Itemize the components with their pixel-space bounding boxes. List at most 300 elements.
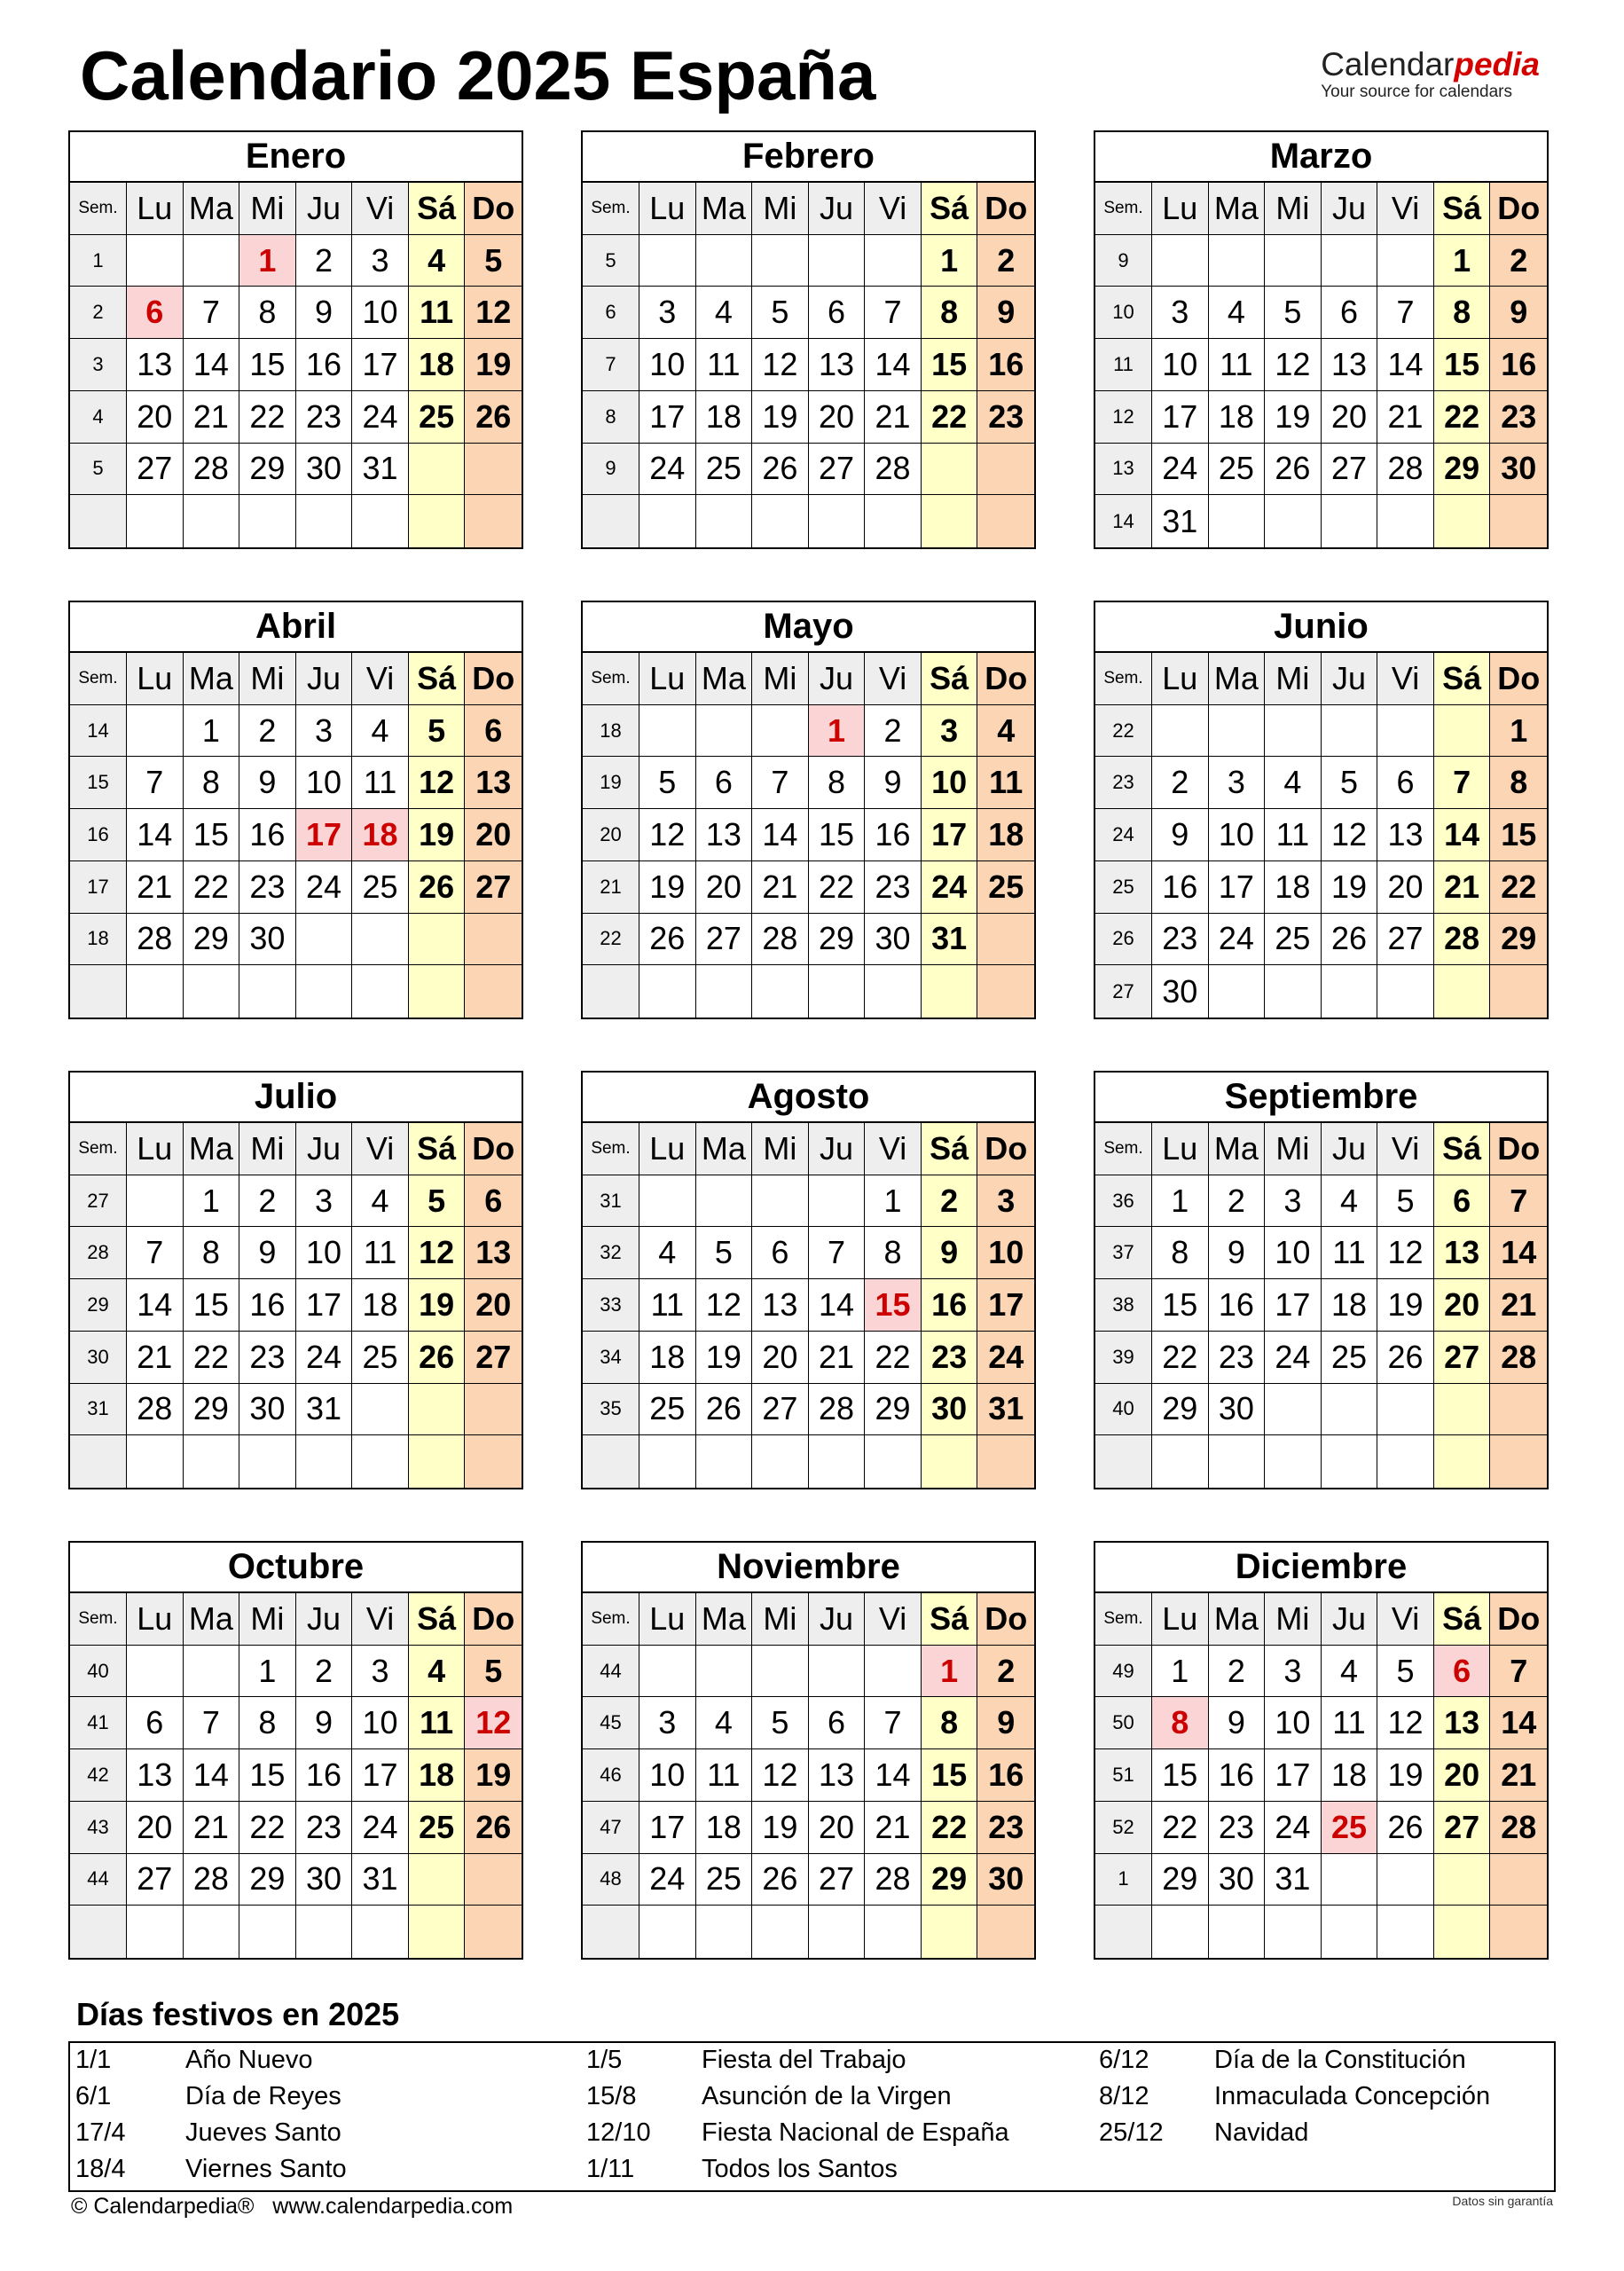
day-cell[interactable]: 4 <box>639 1227 696 1279</box>
day-cell[interactable]: 16 <box>977 339 1034 391</box>
day-cell[interactable]: 9 <box>865 757 922 809</box>
day-cell[interactable]: 22 <box>1152 1802 1209 1854</box>
calendarpedia-logo[interactable] <box>1321 48 1540 100</box>
day-cell[interactable]: 24 <box>1265 1802 1322 1854</box>
day-cell[interactable]: 26 <box>465 391 522 444</box>
day-cell[interactable]: 13 <box>1434 1227 1491 1279</box>
day-cell[interactable]: 4 <box>1209 287 1266 339</box>
day-cell[interactable]: 21 <box>752 861 809 914</box>
day-cell[interactable]: 1 <box>865 1175 922 1228</box>
day-cell[interactable]: 25 <box>639 1384 696 1436</box>
day-cell[interactable]: 6 <box>127 1697 184 1749</box>
day-cell[interactable]: 31 <box>352 444 409 496</box>
day-cell[interactable]: 28 <box>127 1384 184 1436</box>
day-cell[interactable]: 23 <box>1152 914 1209 966</box>
day-cell[interactable]: 5 <box>639 757 696 809</box>
day-cell[interactable]: 27 <box>752 1384 809 1436</box>
day-cell[interactable]: 12 <box>1322 809 1378 861</box>
day-cell[interactable]: 6 <box>1377 757 1434 809</box>
day-cell[interactable]: 12 <box>696 1279 753 1332</box>
day-cell[interactable]: 18 <box>1322 1749 1378 1802</box>
holiday-day-cell[interactable]: 6 <box>127 287 184 339</box>
day-cell[interactable]: 9 <box>1152 809 1209 861</box>
day-cell[interactable]: 19 <box>752 391 809 444</box>
day-cell[interactable]: 7 <box>184 1697 240 1749</box>
day-cell[interactable]: 26 <box>409 861 466 914</box>
day-cell[interactable]: 9 <box>1209 1697 1266 1749</box>
day-cell[interactable]: 31 <box>296 1384 353 1436</box>
day-cell[interactable]: 30 <box>922 1384 978 1436</box>
day-cell[interactable]: 6 <box>465 1175 522 1228</box>
day-cell[interactable]: 2 <box>239 705 296 758</box>
day-cell[interactable]: 4 <box>977 705 1034 758</box>
day-cell[interactable]: 8 <box>1152 1227 1209 1279</box>
day-cell[interactable]: 7 <box>1434 757 1491 809</box>
day-cell[interactable]: 23 <box>296 1802 353 1854</box>
day-cell[interactable]: 11 <box>1322 1697 1378 1749</box>
day-cell[interactable]: 1 <box>1152 1646 1209 1698</box>
day-cell[interactable]: 29 <box>1152 1854 1209 1906</box>
holiday-day-cell[interactable]: 1 <box>809 705 866 758</box>
day-cell[interactable]: 30 <box>1152 965 1209 1018</box>
day-cell[interactable]: 29 <box>239 1854 296 1906</box>
day-cell[interactable]: 26 <box>465 1802 522 1854</box>
day-cell[interactable]: 30 <box>865 914 922 966</box>
day-cell[interactable]: 15 <box>922 339 978 391</box>
day-cell[interactable]: 1 <box>1152 1175 1209 1228</box>
day-cell[interactable]: 26 <box>752 1854 809 1906</box>
day-cell[interactable]: 30 <box>1209 1384 1266 1436</box>
day-cell[interactable]: 21 <box>865 1802 922 1854</box>
day-cell[interactable]: 5 <box>1377 1175 1434 1228</box>
day-cell[interactable]: 29 <box>809 914 866 966</box>
day-cell[interactable]: 14 <box>1377 339 1434 391</box>
day-cell[interactable]: 1 <box>239 1646 296 1698</box>
day-cell[interactable]: 3 <box>296 705 353 758</box>
day-cell[interactable]: 17 <box>296 1279 353 1332</box>
day-cell[interactable]: 17 <box>1265 1749 1322 1802</box>
day-cell[interactable]: 15 <box>809 809 866 861</box>
day-cell[interactable]: 5 <box>409 705 466 758</box>
day-cell[interactable]: 11 <box>352 1227 409 1279</box>
day-cell[interactable]: 30 <box>1490 444 1547 496</box>
day-cell[interactable]: 20 <box>696 861 753 914</box>
day-cell[interactable]: 20 <box>752 1332 809 1384</box>
day-cell[interactable]: 1 <box>922 235 978 287</box>
day-cell[interactable]: 12 <box>1377 1227 1434 1279</box>
day-cell[interactable]: 7 <box>1490 1175 1547 1228</box>
day-cell[interactable]: 13 <box>696 809 753 861</box>
day-cell[interactable]: 27 <box>809 444 866 496</box>
day-cell[interactable]: 1 <box>1434 235 1491 287</box>
day-cell[interactable]: 5 <box>465 1646 522 1698</box>
day-cell[interactable]: 19 <box>409 809 466 861</box>
day-cell[interactable]: 11 <box>1265 809 1322 861</box>
day-cell[interactable]: 11 <box>352 757 409 809</box>
day-cell[interactable]: 28 <box>1490 1802 1547 1854</box>
holiday-day-cell[interactable]: 12 <box>465 1697 522 1749</box>
day-cell[interactable]: 27 <box>127 444 184 496</box>
day-cell[interactable]: 25 <box>977 861 1034 914</box>
day-cell[interactable]: 10 <box>1265 1227 1322 1279</box>
day-cell[interactable]: 14 <box>127 809 184 861</box>
day-cell[interactable]: 30 <box>296 1854 353 1906</box>
day-cell[interactable]: 25 <box>409 391 466 444</box>
day-cell[interactable]: 24 <box>639 1854 696 1906</box>
day-cell[interactable]: 17 <box>977 1279 1034 1332</box>
day-cell[interactable]: 2 <box>239 1175 296 1228</box>
day-cell[interactable]: 29 <box>1434 444 1491 496</box>
day-cell[interactable]: 7 <box>1377 287 1434 339</box>
day-cell[interactable]: 15 <box>239 1749 296 1802</box>
day-cell[interactable]: 13 <box>1322 339 1378 391</box>
day-cell[interactable]: 5 <box>752 287 809 339</box>
day-cell[interactable]: 20 <box>1434 1749 1491 1802</box>
day-cell[interactable]: 19 <box>1377 1749 1434 1802</box>
day-cell[interactable]: 19 <box>465 339 522 391</box>
day-cell[interactable]: 26 <box>1377 1802 1434 1854</box>
day-cell[interactable]: 5 <box>1377 1646 1434 1698</box>
day-cell[interactable]: 8 <box>1434 287 1491 339</box>
day-cell[interactable]: 7 <box>127 757 184 809</box>
day-cell[interactable]: 30 <box>296 444 353 496</box>
day-cell[interactable]: 14 <box>184 339 240 391</box>
day-cell[interactable]: 21 <box>809 1332 866 1384</box>
day-cell[interactable]: 5 <box>1265 287 1322 339</box>
day-cell[interactable]: 5 <box>1322 757 1378 809</box>
day-cell[interactable]: 14 <box>752 809 809 861</box>
day-cell[interactable]: 28 <box>865 1854 922 1906</box>
day-cell[interactable]: 4 <box>1322 1175 1378 1228</box>
holiday-day-cell[interactable]: 8 <box>1152 1697 1209 1749</box>
day-cell[interactable]: 20 <box>809 1802 866 1854</box>
day-cell[interactable]: 24 <box>352 391 409 444</box>
day-cell[interactable]: 10 <box>639 339 696 391</box>
day-cell[interactable]: 29 <box>922 1854 978 1906</box>
day-cell[interactable]: 25 <box>696 1854 753 1906</box>
day-cell[interactable]: 25 <box>409 1802 466 1854</box>
day-cell[interactable]: 2 <box>1152 757 1209 809</box>
day-cell[interactable]: 10 <box>1152 339 1209 391</box>
day-cell[interactable]: 21 <box>1434 861 1491 914</box>
day-cell[interactable]: 18 <box>696 1802 753 1854</box>
day-cell[interactable]: 21 <box>127 861 184 914</box>
day-cell[interactable]: 6 <box>809 1697 866 1749</box>
day-cell[interactable]: 24 <box>1209 914 1266 966</box>
day-cell[interactable]: 22 <box>184 1332 240 1384</box>
day-cell[interactable]: 4 <box>409 1646 466 1698</box>
day-cell[interactable]: 24 <box>296 861 353 914</box>
day-cell[interactable]: 24 <box>1152 444 1209 496</box>
day-cell[interactable]: 18 <box>639 1332 696 1384</box>
day-cell[interactable]: 16 <box>977 1749 1034 1802</box>
day-cell[interactable]: 14 <box>1490 1697 1547 1749</box>
day-cell[interactable]: 9 <box>1209 1227 1266 1279</box>
day-cell[interactable]: 23 <box>865 861 922 914</box>
day-cell[interactable]: 11 <box>977 757 1034 809</box>
day-cell[interactable]: 13 <box>752 1279 809 1332</box>
day-cell[interactable]: 14 <box>184 1749 240 1802</box>
day-cell[interactable]: 5 <box>696 1227 753 1279</box>
day-cell[interactable]: 2 <box>1209 1646 1266 1698</box>
day-cell[interactable]: 10 <box>1209 809 1266 861</box>
day-cell[interactable]: 23 <box>1209 1332 1266 1384</box>
day-cell[interactable]: 12 <box>409 1227 466 1279</box>
day-cell[interactable]: 25 <box>1322 1332 1378 1384</box>
day-cell[interactable]: 21 <box>1377 391 1434 444</box>
day-cell[interactable]: 11 <box>696 339 753 391</box>
day-cell[interactable]: 10 <box>977 1227 1034 1279</box>
day-cell[interactable]: 2 <box>922 1175 978 1228</box>
day-cell[interactable]: 16 <box>1152 861 1209 914</box>
day-cell[interactable]: 2 <box>1209 1175 1266 1228</box>
day-cell[interactable]: 7 <box>865 287 922 339</box>
day-cell[interactable]: 7 <box>184 287 240 339</box>
day-cell[interactable]: 1 <box>1490 705 1547 758</box>
day-cell[interactable]: 23 <box>239 861 296 914</box>
day-cell[interactable]: 10 <box>296 1227 353 1279</box>
day-cell[interactable]: 6 <box>1322 287 1378 339</box>
day-cell[interactable]: 2 <box>977 1646 1034 1698</box>
holiday-day-cell[interactable]: 15 <box>865 1279 922 1332</box>
day-cell[interactable]: 22 <box>184 861 240 914</box>
day-cell[interactable]: 22 <box>809 861 866 914</box>
day-cell[interactable]: 9 <box>239 1227 296 1279</box>
day-cell[interactable]: 3 <box>639 287 696 339</box>
day-cell[interactable]: 11 <box>696 1749 753 1802</box>
day-cell[interactable]: 9 <box>239 757 296 809</box>
day-cell[interactable]: 28 <box>865 444 922 496</box>
day-cell[interactable]: 31 <box>1265 1854 1322 1906</box>
day-cell[interactable]: 17 <box>922 809 978 861</box>
day-cell[interactable]: 22 <box>922 391 978 444</box>
day-cell[interactable]: 2 <box>865 705 922 758</box>
day-cell[interactable]: 8 <box>239 1697 296 1749</box>
holiday-day-cell[interactable]: 1 <box>239 235 296 287</box>
day-cell[interactable]: 7 <box>865 1697 922 1749</box>
day-cell[interactable]: 8 <box>922 287 978 339</box>
day-cell[interactable]: 22 <box>239 391 296 444</box>
day-cell[interactable]: 26 <box>1265 444 1322 496</box>
day-cell[interactable]: 3 <box>922 705 978 758</box>
day-cell[interactable]: 29 <box>1152 1384 1209 1436</box>
day-cell[interactable]: 24 <box>922 861 978 914</box>
day-cell[interactable]: 18 <box>352 1279 409 1332</box>
day-cell[interactable]: 18 <box>409 1749 466 1802</box>
day-cell[interactable]: 6 <box>465 705 522 758</box>
day-cell[interactable]: 5 <box>752 1697 809 1749</box>
day-cell[interactable]: 8 <box>922 1697 978 1749</box>
day-cell[interactable]: 19 <box>696 1332 753 1384</box>
day-cell[interactable]: 12 <box>752 339 809 391</box>
day-cell[interactable]: 28 <box>1434 914 1491 966</box>
day-cell[interactable]: 16 <box>1490 339 1547 391</box>
day-cell[interactable]: 27 <box>127 1854 184 1906</box>
day-cell[interactable]: 24 <box>977 1332 1034 1384</box>
day-cell[interactable]: 2 <box>296 1646 353 1698</box>
day-cell[interactable]: 31 <box>1152 495 1209 547</box>
day-cell[interactable]: 10 <box>296 757 353 809</box>
day-cell[interactable]: 19 <box>639 861 696 914</box>
day-cell[interactable]: 2 <box>296 235 353 287</box>
day-cell[interactable]: 23 <box>239 1332 296 1384</box>
day-cell[interactable]: 21 <box>184 1802 240 1854</box>
day-cell[interactable]: 21 <box>184 391 240 444</box>
day-cell[interactable]: 28 <box>1377 444 1434 496</box>
day-cell[interactable]: 16 <box>1209 1279 1266 1332</box>
day-cell[interactable]: 3 <box>352 1646 409 1698</box>
day-cell[interactable]: 14 <box>1490 1227 1547 1279</box>
day-cell[interactable]: 6 <box>1434 1175 1491 1228</box>
day-cell[interactable]: 11 <box>639 1279 696 1332</box>
day-cell[interactable]: 30 <box>239 914 296 966</box>
day-cell[interactable]: 23 <box>296 391 353 444</box>
day-cell[interactable]: 12 <box>639 809 696 861</box>
day-cell[interactable]: 8 <box>184 757 240 809</box>
day-cell[interactable]: 4 <box>1265 757 1322 809</box>
day-cell[interactable]: 9 <box>977 1697 1034 1749</box>
day-cell[interactable]: 23 <box>922 1332 978 1384</box>
day-cell[interactable]: 17 <box>1265 1279 1322 1332</box>
day-cell[interactable]: 10 <box>922 757 978 809</box>
day-cell[interactable]: 31 <box>977 1384 1034 1436</box>
day-cell[interactable]: 13 <box>1434 1697 1491 1749</box>
day-cell[interactable]: 16 <box>865 809 922 861</box>
day-cell[interactable]: 27 <box>1377 914 1434 966</box>
day-cell[interactable]: 31 <box>352 1854 409 1906</box>
day-cell[interactable]: 2 <box>1490 235 1547 287</box>
day-cell[interactable]: 21 <box>127 1332 184 1384</box>
day-cell[interactable]: 20 <box>127 1802 184 1854</box>
day-cell[interactable]: 17 <box>639 391 696 444</box>
day-cell[interactable]: 25 <box>696 444 753 496</box>
day-cell[interactable]: 13 <box>127 1749 184 1802</box>
day-cell[interactable]: 16 <box>296 339 353 391</box>
day-cell[interactable]: 4 <box>409 235 466 287</box>
day-cell[interactable]: 4 <box>696 287 753 339</box>
day-cell[interactable]: 16 <box>296 1749 353 1802</box>
day-cell[interactable]: 27 <box>465 1332 522 1384</box>
day-cell[interactable]: 6 <box>696 757 753 809</box>
day-cell[interactable]: 7 <box>127 1227 184 1279</box>
day-cell[interactable]: 1 <box>184 705 240 758</box>
day-cell[interactable]: 2 <box>977 235 1034 287</box>
day-cell[interactable]: 3 <box>1152 287 1209 339</box>
day-cell[interactable]: 3 <box>977 1175 1034 1228</box>
day-cell[interactable]: 20 <box>465 809 522 861</box>
day-cell[interactable]: 15 <box>239 339 296 391</box>
day-cell[interactable]: 22 <box>1490 861 1547 914</box>
day-cell[interactable]: 11 <box>409 287 466 339</box>
day-cell[interactable]: 20 <box>465 1279 522 1332</box>
day-cell[interactable]: 13 <box>127 339 184 391</box>
day-cell[interactable]: 15 <box>922 1749 978 1802</box>
day-cell[interactable]: 15 <box>1152 1749 1209 1802</box>
day-cell[interactable]: 13 <box>1377 809 1434 861</box>
day-cell[interactable]: 16 <box>922 1279 978 1332</box>
day-cell[interactable]: 26 <box>1322 914 1378 966</box>
day-cell[interactable]: 18 <box>1265 861 1322 914</box>
day-cell[interactable]: 30 <box>239 1384 296 1436</box>
day-cell[interactable]: 9 <box>296 1697 353 1749</box>
day-cell[interactable]: 12 <box>465 287 522 339</box>
holiday-day-cell[interactable]: 25 <box>1322 1802 1378 1854</box>
holiday-day-cell[interactable]: 6 <box>1434 1646 1491 1698</box>
day-cell[interactable]: 14 <box>865 339 922 391</box>
day-cell[interactable]: 27 <box>1322 444 1378 496</box>
day-cell[interactable]: 26 <box>639 914 696 966</box>
day-cell[interactable]: 5 <box>409 1175 466 1228</box>
day-cell[interactable]: 26 <box>752 444 809 496</box>
day-cell[interactable]: 23 <box>1490 391 1547 444</box>
day-cell[interactable]: 9 <box>1490 287 1547 339</box>
day-cell[interactable]: 29 <box>1490 914 1547 966</box>
day-cell[interactable]: 28 <box>809 1384 866 1436</box>
day-cell[interactable]: 20 <box>1377 861 1434 914</box>
day-cell[interactable]: 29 <box>184 1384 240 1436</box>
day-cell[interactable]: 19 <box>1265 391 1322 444</box>
day-cell[interactable]: 12 <box>1265 339 1322 391</box>
day-cell[interactable]: 10 <box>639 1749 696 1802</box>
day-cell[interactable]: 31 <box>922 914 978 966</box>
day-cell[interactable]: 18 <box>696 391 753 444</box>
day-cell[interactable]: 22 <box>922 1802 978 1854</box>
day-cell[interactable]: 28 <box>1490 1332 1547 1384</box>
day-cell[interactable]: 18 <box>1209 391 1266 444</box>
day-cell[interactable]: 24 <box>639 444 696 496</box>
day-cell[interactable]: 11 <box>1322 1227 1378 1279</box>
day-cell[interactable]: 29 <box>865 1384 922 1436</box>
day-cell[interactable]: 15 <box>184 1279 240 1332</box>
day-cell[interactable]: 28 <box>184 1854 240 1906</box>
day-cell[interactable]: 9 <box>922 1227 978 1279</box>
day-cell[interactable]: 15 <box>1152 1279 1209 1332</box>
day-cell[interactable]: 23 <box>977 1802 1034 1854</box>
footer-url-link[interactable]: www.calendarpedia.com <box>272 2194 514 2219</box>
day-cell[interactable]: 27 <box>1434 1802 1491 1854</box>
day-cell[interactable]: 9 <box>296 287 353 339</box>
day-cell[interactable]: 3 <box>296 1175 353 1228</box>
day-cell[interactable]: 16 <box>239 809 296 861</box>
day-cell[interactable]: 3 <box>1265 1175 1322 1228</box>
day-cell[interactable]: 28 <box>752 914 809 966</box>
day-cell[interactable]: 11 <box>409 1697 466 1749</box>
day-cell[interactable]: 20 <box>809 391 866 444</box>
day-cell[interactable]: 15 <box>184 809 240 861</box>
day-cell[interactable]: 17 <box>639 1802 696 1854</box>
day-cell[interactable]: 13 <box>809 1749 866 1802</box>
day-cell[interactable]: 12 <box>409 757 466 809</box>
day-cell[interactable]: 4 <box>696 1697 753 1749</box>
day-cell[interactable]: 6 <box>752 1227 809 1279</box>
day-cell[interactable]: 21 <box>1490 1749 1547 1802</box>
day-cell[interactable]: 14 <box>865 1749 922 1802</box>
day-cell[interactable]: 3 <box>639 1697 696 1749</box>
day-cell[interactable]: 5 <box>465 235 522 287</box>
day-cell[interactable]: 15 <box>1434 339 1491 391</box>
day-cell[interactable]: 8 <box>865 1227 922 1279</box>
holiday-day-cell[interactable]: 17 <box>296 809 353 861</box>
day-cell[interactable]: 20 <box>127 391 184 444</box>
day-cell[interactable]: 8 <box>184 1227 240 1279</box>
day-cell[interactable]: 16 <box>239 1279 296 1332</box>
day-cell[interactable]: 3 <box>352 235 409 287</box>
day-cell[interactable]: 14 <box>1434 809 1491 861</box>
day-cell[interactable]: 8 <box>1490 757 1547 809</box>
day-cell[interactable]: 30 <box>1209 1854 1266 1906</box>
day-cell[interactable]: 21 <box>1490 1279 1547 1332</box>
day-cell[interactable]: 4 <box>352 705 409 758</box>
